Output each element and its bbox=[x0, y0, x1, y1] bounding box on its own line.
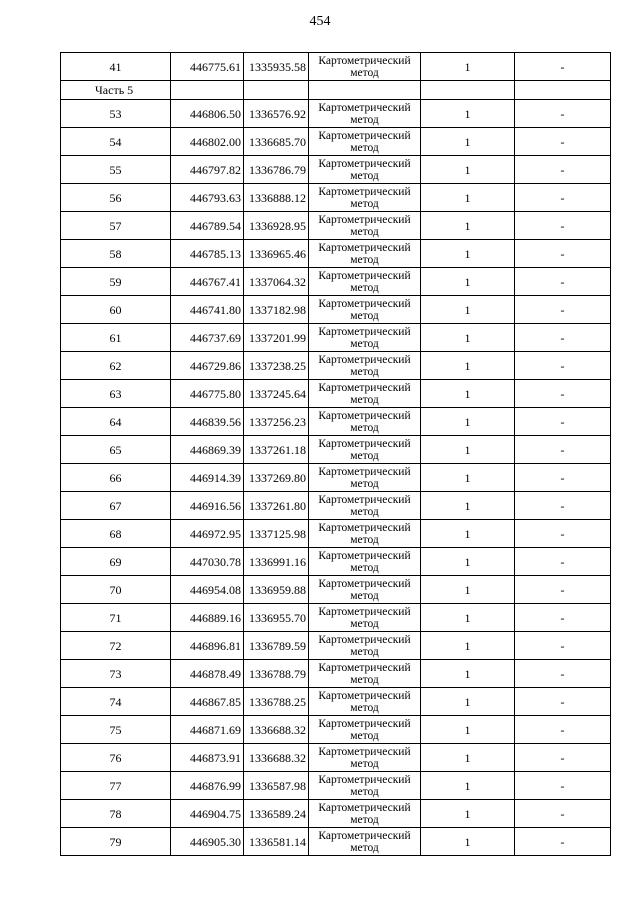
note-value: - bbox=[515, 324, 611, 352]
precision-value: 1 bbox=[421, 240, 515, 268]
table-row bbox=[61, 660, 611, 688]
point-number: 68 bbox=[61, 520, 171, 548]
x-coordinate: 446869.39 bbox=[171, 436, 244, 464]
method-line-2: метод bbox=[350, 114, 379, 126]
x-coordinate: 446876.99 bbox=[171, 772, 244, 800]
part-header-row bbox=[61, 81, 611, 100]
point-number: 53 bbox=[61, 100, 171, 128]
method-cell bbox=[309, 716, 421, 744]
method-line-2: метод bbox=[350, 254, 379, 266]
precision-value: 1 bbox=[421, 296, 515, 324]
point-number: 70 bbox=[61, 576, 171, 604]
method-line-1: Картометрический bbox=[318, 774, 411, 786]
table-row bbox=[61, 576, 611, 604]
method-cell bbox=[309, 604, 421, 632]
method-cell bbox=[309, 156, 421, 184]
table-row bbox=[61, 296, 611, 324]
x-coordinate: 446797.82 bbox=[171, 156, 244, 184]
x-coordinate: 446737.69 bbox=[171, 324, 244, 352]
x-coordinate: 446741.80 bbox=[171, 296, 244, 324]
method-line-2: метод bbox=[350, 422, 379, 434]
precision-value: 1 bbox=[421, 324, 515, 352]
method-cell bbox=[309, 268, 421, 296]
point-number: 54 bbox=[61, 128, 171, 156]
note-value: - bbox=[515, 828, 611, 856]
y-coordinate: 1336587.98 bbox=[244, 772, 309, 800]
method-line-1: Картометрический bbox=[318, 102, 411, 114]
method-line-2: метод bbox=[350, 226, 379, 238]
method-line-1: Картометрический bbox=[318, 746, 411, 758]
precision-value: 1 bbox=[421, 772, 515, 800]
method-line-1: Картометрический bbox=[318, 522, 411, 534]
x-coordinate: 447030.78 bbox=[171, 548, 244, 576]
point-number: 77 bbox=[61, 772, 171, 800]
method-cell bbox=[309, 184, 421, 212]
x-coordinate: 446775.61 bbox=[171, 53, 244, 81]
point-number: 57 bbox=[61, 212, 171, 240]
method-cell bbox=[309, 576, 421, 604]
method-line-1: Картометрический bbox=[318, 494, 411, 506]
note-value: - bbox=[515, 380, 611, 408]
method-line-1: Картометрический bbox=[318, 410, 411, 422]
precision-value: 1 bbox=[421, 268, 515, 296]
method-line-1: Картометрический bbox=[318, 802, 411, 814]
table-row bbox=[61, 268, 611, 296]
table-row bbox=[61, 772, 611, 800]
method-line-2: метод bbox=[350, 786, 379, 798]
point-number: 76 bbox=[61, 744, 171, 772]
y-coordinate: 1336581.14 bbox=[244, 828, 309, 856]
note-value: - bbox=[515, 576, 611, 604]
method-line-1: Картометрический bbox=[318, 270, 411, 282]
y-coordinate: 1337256.23 bbox=[244, 408, 309, 436]
point-number: 62 bbox=[61, 352, 171, 380]
note-value: - bbox=[515, 492, 611, 520]
note-value: - bbox=[515, 100, 611, 128]
method-line-1: Картометрический bbox=[318, 55, 411, 67]
y-coordinate: 1336688.32 bbox=[244, 716, 309, 744]
method-line-2: метод bbox=[350, 142, 379, 154]
y-coordinate: 1336959.88 bbox=[244, 576, 309, 604]
y-coordinate: 1336888.12 bbox=[244, 184, 309, 212]
y-coordinate: 1337238.25 bbox=[244, 352, 309, 380]
table-row bbox=[61, 548, 611, 576]
method-line-2: метод bbox=[350, 310, 379, 322]
method-line-2: метод bbox=[350, 170, 379, 182]
point-number: 78 bbox=[61, 800, 171, 828]
y-coordinate: 1337064.32 bbox=[244, 268, 309, 296]
note-value: - bbox=[515, 408, 611, 436]
method-line-2: метод bbox=[350, 730, 379, 742]
y-coordinate: 1335935.58 bbox=[244, 53, 309, 81]
method-line-2: метод bbox=[350, 338, 379, 350]
precision-value: 1 bbox=[421, 548, 515, 576]
method-line-1: Картометрический bbox=[318, 214, 411, 226]
table-row bbox=[61, 324, 611, 352]
point-number: 58 bbox=[61, 240, 171, 268]
method-line-1: Картометрический bbox=[318, 578, 411, 590]
method-line-2: метод bbox=[350, 618, 379, 630]
y-coordinate: 1336955.70 bbox=[244, 604, 309, 632]
precision-value: 1 bbox=[421, 828, 515, 856]
precision-value: 1 bbox=[421, 408, 515, 436]
x-coordinate: 446873.91 bbox=[171, 744, 244, 772]
y-coordinate: 1337261.80 bbox=[244, 492, 309, 520]
method-line-1: Картометрический bbox=[318, 158, 411, 170]
coordinates-table-body bbox=[61, 53, 611, 856]
table-row bbox=[61, 800, 611, 828]
table-row bbox=[61, 240, 611, 268]
method-line-1: Картометрический bbox=[318, 690, 411, 702]
y-coordinate: 1336928.95 bbox=[244, 212, 309, 240]
y-coordinate: 1336789.59 bbox=[244, 632, 309, 660]
x-coordinate: 446729.86 bbox=[171, 352, 244, 380]
method-cell bbox=[309, 800, 421, 828]
method-cell bbox=[309, 548, 421, 576]
method-line-2: метод bbox=[350, 282, 379, 294]
x-coordinate: 446904.75 bbox=[171, 800, 244, 828]
precision-value: 1 bbox=[421, 660, 515, 688]
empty-cell bbox=[421, 81, 515, 100]
precision-value: 1 bbox=[421, 688, 515, 716]
method-line-2: метод bbox=[350, 394, 379, 406]
method-line-2: метод bbox=[350, 534, 379, 546]
method-line-1: Картометрический bbox=[318, 466, 411, 478]
table-row bbox=[61, 128, 611, 156]
method-cell bbox=[309, 53, 421, 81]
point-number: 55 bbox=[61, 156, 171, 184]
method-line-2: метод bbox=[350, 758, 379, 770]
x-coordinate: 446839.56 bbox=[171, 408, 244, 436]
y-coordinate: 1336965.46 bbox=[244, 240, 309, 268]
table-row bbox=[61, 520, 611, 548]
table-row bbox=[61, 408, 611, 436]
method-line-2: метод bbox=[350, 646, 379, 658]
empty-cell bbox=[244, 81, 309, 100]
precision-value: 1 bbox=[421, 156, 515, 184]
method-line-1: Картометрический bbox=[318, 634, 411, 646]
y-coordinate: 1336576.92 bbox=[244, 100, 309, 128]
method-cell bbox=[309, 632, 421, 660]
point-number: 41 bbox=[61, 53, 171, 81]
precision-value: 1 bbox=[421, 212, 515, 240]
note-value: - bbox=[515, 212, 611, 240]
point-number: 74 bbox=[61, 688, 171, 716]
y-coordinate: 1337245.64 bbox=[244, 380, 309, 408]
table-row bbox=[61, 184, 611, 212]
method-line-1: Картометрический bbox=[318, 242, 411, 254]
x-coordinate: 446905.30 bbox=[171, 828, 244, 856]
y-coordinate: 1337261.18 bbox=[244, 436, 309, 464]
y-coordinate: 1336685.70 bbox=[244, 128, 309, 156]
method-cell bbox=[309, 492, 421, 520]
note-value: - bbox=[515, 296, 611, 324]
note-value: - bbox=[515, 128, 611, 156]
method-line-1: Картометрический bbox=[318, 662, 411, 674]
method-cell bbox=[309, 128, 421, 156]
method-line-2: метод bbox=[350, 478, 379, 490]
table-row bbox=[61, 53, 611, 81]
point-number: 66 bbox=[61, 464, 171, 492]
x-coordinate: 446954.08 bbox=[171, 576, 244, 604]
note-value: - bbox=[515, 772, 611, 800]
part-label: Часть 5 bbox=[61, 81, 171, 100]
table-row bbox=[61, 716, 611, 744]
method-cell bbox=[309, 464, 421, 492]
table-row bbox=[61, 744, 611, 772]
table-row bbox=[61, 464, 611, 492]
x-coordinate: 446871.69 bbox=[171, 716, 244, 744]
precision-value: 1 bbox=[421, 184, 515, 212]
x-coordinate: 446789.54 bbox=[171, 212, 244, 240]
coordinates-table bbox=[60, 52, 611, 856]
precision-value: 1 bbox=[421, 632, 515, 660]
method-cell bbox=[309, 100, 421, 128]
method-line-1: Картометрический bbox=[318, 550, 411, 562]
precision-value: 1 bbox=[421, 800, 515, 828]
method-line-2: метод bbox=[350, 562, 379, 574]
table-row bbox=[61, 156, 611, 184]
point-number: 75 bbox=[61, 716, 171, 744]
x-coordinate: 446767.41 bbox=[171, 268, 244, 296]
table-row bbox=[61, 604, 611, 632]
precision-value: 1 bbox=[421, 744, 515, 772]
y-coordinate: 1336788.25 bbox=[244, 688, 309, 716]
x-coordinate: 446867.85 bbox=[171, 688, 244, 716]
precision-value: 1 bbox=[421, 576, 515, 604]
y-coordinate: 1337182.98 bbox=[244, 296, 309, 324]
table-row bbox=[61, 632, 611, 660]
point-number: 71 bbox=[61, 604, 171, 632]
point-number: 56 bbox=[61, 184, 171, 212]
note-value: - bbox=[515, 716, 611, 744]
method-line-2: метод bbox=[350, 674, 379, 686]
note-value: - bbox=[515, 464, 611, 492]
precision-value: 1 bbox=[421, 53, 515, 81]
empty-cell bbox=[309, 81, 421, 100]
x-coordinate: 446802.00 bbox=[171, 128, 244, 156]
precision-value: 1 bbox=[421, 520, 515, 548]
precision-value: 1 bbox=[421, 436, 515, 464]
y-coordinate: 1337125.98 bbox=[244, 520, 309, 548]
method-cell bbox=[309, 436, 421, 464]
point-number: 65 bbox=[61, 436, 171, 464]
method-cell bbox=[309, 380, 421, 408]
note-value: - bbox=[515, 436, 611, 464]
y-coordinate: 1337269.80 bbox=[244, 464, 309, 492]
precision-value: 1 bbox=[421, 464, 515, 492]
precision-value: 1 bbox=[421, 128, 515, 156]
method-line-2: метод bbox=[350, 366, 379, 378]
method-cell bbox=[309, 296, 421, 324]
method-cell bbox=[309, 660, 421, 688]
method-cell bbox=[309, 688, 421, 716]
note-value: - bbox=[515, 53, 611, 81]
method-line-1: Картометрический bbox=[318, 382, 411, 394]
precision-value: 1 bbox=[421, 100, 515, 128]
note-value: - bbox=[515, 156, 611, 184]
note-value: - bbox=[515, 268, 611, 296]
x-coordinate: 446806.50 bbox=[171, 100, 244, 128]
table-row bbox=[61, 380, 611, 408]
note-value: - bbox=[515, 800, 611, 828]
method-cell bbox=[309, 520, 421, 548]
method-cell bbox=[309, 744, 421, 772]
x-coordinate: 446916.56 bbox=[171, 492, 244, 520]
y-coordinate: 1336589.24 bbox=[244, 800, 309, 828]
note-value: - bbox=[515, 632, 611, 660]
point-number: 79 bbox=[61, 828, 171, 856]
note-value: - bbox=[515, 604, 611, 632]
method-line-1: Картометрический bbox=[318, 830, 411, 842]
point-number: 67 bbox=[61, 492, 171, 520]
method-cell bbox=[309, 324, 421, 352]
point-number: 61 bbox=[61, 324, 171, 352]
method-line-1: Картометрический bbox=[318, 606, 411, 618]
point-number: 72 bbox=[61, 632, 171, 660]
method-cell bbox=[309, 772, 421, 800]
y-coordinate: 1336688.32 bbox=[244, 744, 309, 772]
point-number: 64 bbox=[61, 408, 171, 436]
method-line-1: Картометрический bbox=[318, 186, 411, 198]
method-cell bbox=[309, 212, 421, 240]
x-coordinate: 446896.81 bbox=[171, 632, 244, 660]
method-line-1: Картометрический bbox=[318, 718, 411, 730]
point-number: 69 bbox=[61, 548, 171, 576]
note-value: - bbox=[515, 744, 611, 772]
method-cell bbox=[309, 240, 421, 268]
method-line-1: Картометрический bbox=[318, 438, 411, 450]
method-line-2: метод bbox=[350, 814, 379, 826]
precision-value: 1 bbox=[421, 716, 515, 744]
method-line-2: метод bbox=[350, 67, 379, 79]
note-value: - bbox=[515, 184, 611, 212]
empty-cell bbox=[171, 81, 244, 100]
method-cell bbox=[309, 352, 421, 380]
point-number: 73 bbox=[61, 660, 171, 688]
precision-value: 1 bbox=[421, 492, 515, 520]
method-cell bbox=[309, 408, 421, 436]
note-value: - bbox=[515, 520, 611, 548]
point-number: 63 bbox=[61, 380, 171, 408]
method-line-2: метод bbox=[350, 842, 379, 854]
page-number: 454 bbox=[309, 14, 331, 29]
y-coordinate: 1337201.99 bbox=[244, 324, 309, 352]
method-line-1: Картометрический bbox=[318, 326, 411, 338]
method-line-2: метод bbox=[350, 590, 379, 602]
precision-value: 1 bbox=[421, 604, 515, 632]
x-coordinate: 446775.80 bbox=[171, 380, 244, 408]
x-coordinate: 446889.16 bbox=[171, 604, 244, 632]
precision-value: 1 bbox=[421, 380, 515, 408]
point-number: 59 bbox=[61, 268, 171, 296]
point-number: 60 bbox=[61, 296, 171, 324]
method-cell bbox=[309, 828, 421, 856]
empty-cell bbox=[515, 81, 611, 100]
table-row bbox=[61, 212, 611, 240]
table-row bbox=[61, 100, 611, 128]
note-value: - bbox=[515, 548, 611, 576]
note-value: - bbox=[515, 688, 611, 716]
method-line-1: Картометрический bbox=[318, 298, 411, 310]
table-row bbox=[61, 352, 611, 380]
x-coordinate: 446972.95 bbox=[171, 520, 244, 548]
note-value: - bbox=[515, 240, 611, 268]
x-coordinate: 446878.49 bbox=[171, 660, 244, 688]
method-line-2: метод bbox=[350, 506, 379, 518]
table-row bbox=[61, 436, 611, 464]
x-coordinate: 446785.13 bbox=[171, 240, 244, 268]
table-row bbox=[61, 828, 611, 856]
method-line-2: метод bbox=[350, 702, 379, 714]
table-row bbox=[61, 492, 611, 520]
note-value: - bbox=[515, 660, 611, 688]
method-line-1: Картометрический bbox=[318, 354, 411, 366]
method-line-2: метод bbox=[350, 198, 379, 210]
x-coordinate: 446914.39 bbox=[171, 464, 244, 492]
y-coordinate: 1336788.79 bbox=[244, 660, 309, 688]
y-coordinate: 1336786.79 bbox=[244, 156, 309, 184]
x-coordinate: 446793.63 bbox=[171, 184, 244, 212]
note-value: - bbox=[515, 352, 611, 380]
precision-value: 1 bbox=[421, 352, 515, 380]
method-line-1: Картометрический bbox=[318, 130, 411, 142]
table-row bbox=[61, 688, 611, 716]
method-line-2: метод bbox=[350, 450, 379, 462]
y-coordinate: 1336991.16 bbox=[244, 548, 309, 576]
